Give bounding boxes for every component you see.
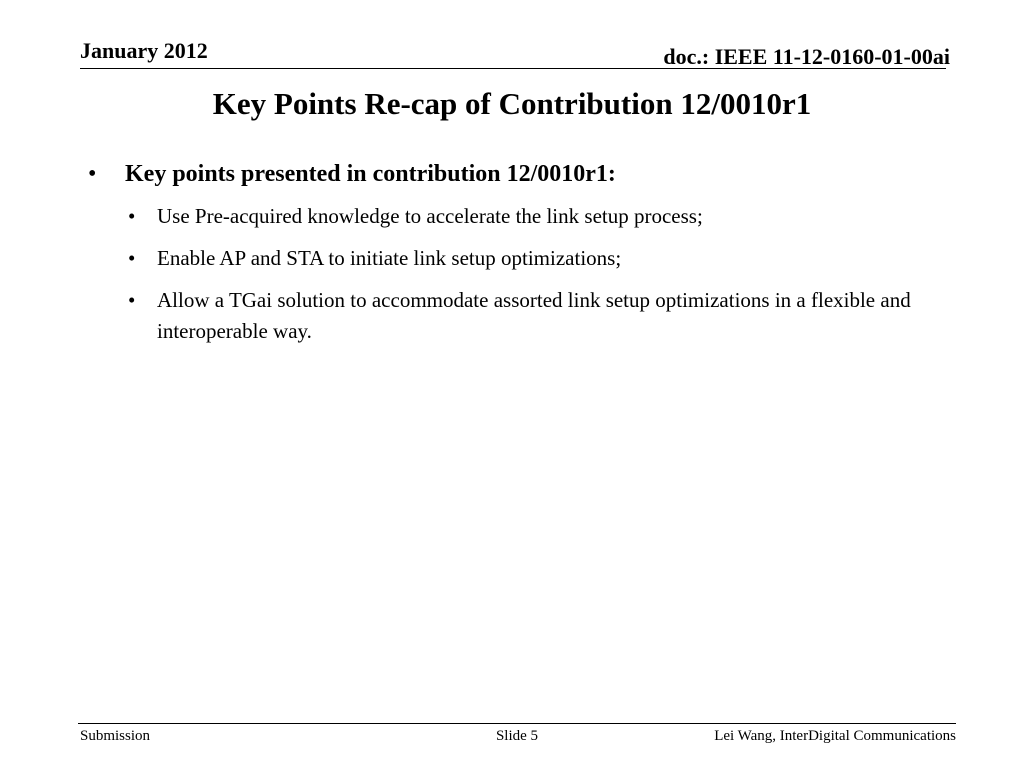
slide-body bbox=[88, 158, 948, 347]
header-divider bbox=[80, 68, 946, 69]
footer-slide-number: Slide 5 bbox=[495, 728, 539, 744]
header-date: January 2012 bbox=[80, 38, 208, 63]
slide-title: Key Points Re-cap of Contribution 12/0010r1 bbox=[212, 86, 812, 121]
sub-bullet-point bbox=[125, 201, 947, 232]
main-point-text: Key points presented in contribution 12/0010r1: bbox=[125, 161, 616, 187]
bullet-icon: • bbox=[88, 161, 97, 187]
footer-divider bbox=[78, 723, 956, 724]
footer-author: Lei Wang, InterDigital Communications bbox=[714, 728, 956, 744]
main-bullet-point bbox=[88, 158, 948, 190]
sub-bullet-point bbox=[125, 285, 947, 347]
sub-point-text: Use Pre-acquired knowledge to accelerate the link setup process; bbox=[157, 204, 703, 228]
bullet-icon: • bbox=[128, 288, 136, 312]
bullet-icon: • bbox=[128, 204, 136, 228]
sub-bullet-point bbox=[125, 243, 947, 274]
sub-point-text: Enable AP and STA to initiate link setup optimizations; bbox=[157, 246, 622, 270]
sub-point-text: Allow a TGai solution to accommodate assorted link setup optimizations in a flexible and interoperable way. bbox=[157, 288, 911, 343]
header-doc-id: doc.: IEEE 11-12-0160-01-00ai bbox=[663, 44, 950, 69]
footer-submission: Submission bbox=[80, 728, 151, 744]
bullet-icon: • bbox=[128, 246, 136, 270]
